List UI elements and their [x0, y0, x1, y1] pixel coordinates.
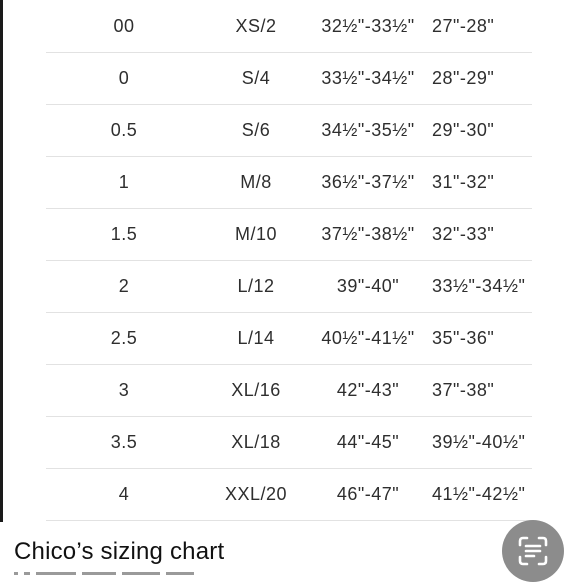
chico-size-cell: 00: [113, 16, 135, 36]
waist-cell: 33½"-34½": [432, 276, 526, 296]
chico-size-cell: 4: [118, 484, 130, 504]
us-size-cell: XL/18: [231, 432, 281, 452]
us-size-cell: L/14: [237, 328, 275, 348]
text-scan-icon: [517, 535, 549, 567]
waist-cell: 27"-28": [432, 16, 495, 36]
waist-cell: 37"-38": [432, 380, 495, 400]
table-row: [46, 156, 532, 209]
bust-cell: 44"-45": [336, 432, 400, 452]
bust-cell: 34½"-35½": [321, 120, 415, 140]
us-size-cell: M/8: [240, 172, 272, 192]
caption-subtext-cropped: [14, 572, 344, 580]
table-row: [46, 468, 532, 521]
table-row: [46, 312, 532, 365]
chico-size-cell: 0.5: [110, 120, 138, 140]
table-row: [46, 364, 532, 417]
bust-cell: 40½"-41½": [321, 328, 415, 348]
waist-cell: 29"-30": [432, 120, 495, 140]
us-size-cell: S/6: [241, 120, 271, 140]
waist-cell: 28"-29": [432, 68, 495, 88]
us-size-cell: L/12: [237, 276, 275, 296]
chico-size-cell: 0: [118, 68, 130, 88]
bust-cell: 39"-40": [336, 276, 400, 296]
chico-size-cell: 1: [118, 172, 130, 192]
waist-cell: 41½"-42½": [432, 484, 526, 504]
table-row: [46, 208, 532, 261]
us-size-cell: XS/2: [235, 16, 277, 36]
image-caption: Chico’s sizing chart: [14, 538, 225, 565]
table-row: [46, 104, 532, 157]
waist-cell: 32"-33": [432, 224, 495, 244]
chico-size-cell: 3.5: [110, 432, 138, 452]
bust-cell: 37½"-38½": [321, 224, 415, 244]
table-row: [46, 52, 532, 105]
us-size-cell: XXL/20: [224, 484, 288, 504]
table-row: [46, 260, 532, 313]
us-size-cell: S/4: [241, 68, 271, 88]
table-row: [46, 416, 532, 469]
chico-size-cell: 2: [118, 276, 130, 296]
bust-cell: 32½"-33½": [321, 16, 415, 36]
bust-cell: 42"-43": [336, 380, 400, 400]
waist-cell: 39½"-40½": [432, 432, 526, 452]
sizing-table: [46, 0, 532, 522]
chico-size-cell: 1.5: [110, 224, 138, 244]
chico-size-cell: 3: [118, 380, 130, 400]
us-size-cell: M/10: [234, 224, 278, 244]
left-edge-divider: [0, 0, 3, 522]
waist-cell: 31"-32": [432, 172, 495, 192]
waist-cell: 35"-36": [432, 328, 495, 348]
us-size-cell: XL/16: [231, 380, 281, 400]
text-scan-button[interactable]: [502, 520, 564, 582]
bust-cell: 33½"-34½": [321, 68, 415, 88]
bust-cell: 36½"-37½": [321, 172, 415, 192]
table-row: [46, 0, 532, 53]
bust-cell: 46"-47": [336, 484, 400, 504]
chico-size-cell: 2.5: [110, 328, 138, 348]
